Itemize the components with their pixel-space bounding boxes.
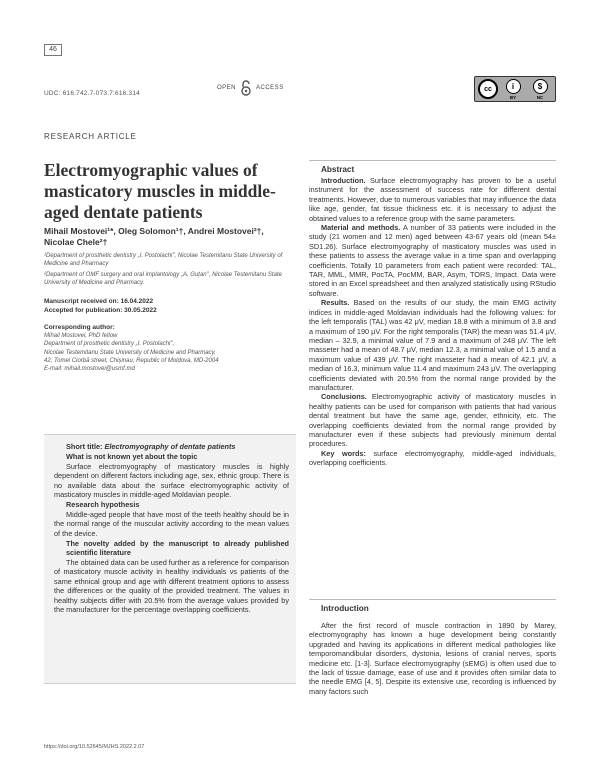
corresponding-line: Nicolae Testemitanu State University of Medicine and Pharmacy, — [44, 349, 216, 356]
corresponding-line: Department of prosthetic dentistry „I. Postolachi", — [44, 341, 175, 348]
corresponding-email[interactable]: E-mail: mihail.mostovei@usmf.md — [44, 366, 135, 373]
corresponding-heading: Corresponding author: — [44, 324, 115, 331]
introduction-heading: Introduction — [321, 604, 369, 613]
abstract-section — [309, 160, 556, 468]
abstract-conclusions-label: Conclusions. — [321, 392, 367, 402]
abstract-results-text: Based on the results of our study, the main EMG activity indices in middle-aged Moldavian individuals had the following values: for the left temporalis (TAL) was 42 μV, median 18.8 with a minimum of 3.8 and a maximum of 190 μV. For the right temporalis (TAR) the mean was 51.4 μV, median – 32.9, a minimal value of 7.9 and a maximum of 248 μV. The left masseter had a mean of 48.7 μV, median 12.3, a minimal value of 1.5 and a maximum value of 439 μV. The right masseter had a mean of 42.1 μV, a median of 16.3, minimum value 11.4 and maximum 243 μV. The overlapping coefficients deviated with 20.5% from the normal range provided by the manufacturer. — [309, 298, 557, 392]
page-number: 46 — [44, 44, 62, 56]
short-title-value: Electromyography of dentate patients — [104, 442, 236, 451]
doi-link[interactable]: https://doi.org/10.52645/MJHS.2022.2.07 — [44, 744, 145, 750]
author-list: Mihail Mostovei¹*, Oleg Solomon¹†, Andrei Mostovei²†, Nicolae Chele²† — [44, 226, 264, 247]
abstract-methods-text: A number of 33 patients were included in the study (21 women and 12 men) aged between 43-67 years old (mean 54± SD1.26). Surface electromyography of masticatory muscles was used in these patients to assess the average value in a time span and overlapping coefficients. Totally 10 parameters from each patient were recorded: TAL, TAR, MML, MMR, PocTA, PocMM, BAR, Asym, TORS, Impact. Data were stored in an Excel spreadsheet and then analyzed statistically using RStudio software. — [309, 223, 556, 298]
cc-license-badge[interactable] — [474, 76, 556, 102]
noncommercial-icon: $ — [533, 79, 548, 94]
udc-code: UDC: 616.742.7-073.7:616.314 — [44, 90, 140, 97]
introduction-text: After the first record of muscle contraction in 1890 by Marey, electromyography has known a huge development being constantly upgraded and having its applications in different medical pathologies like temporomandibular disorders, dystonia, lesions of cranial nerves, sports medicine etc. [1-3]. Surface electromyography (sEMG) is often used due to the lack of tissue damage, ease of use and it provides often similar data to the needle EMG [4, 5]. Despite its extensive use, recording is influenced by many factors such — [309, 621, 556, 696]
abstract-introduction-text: Surface electromyography has proven to be a useful instrument for the assessment of success rate for different dental treatments. However, due to numerous variables that may influence the data like age, gender, fat tissue thickness etc. it is necessary to adjust the obtained values to a reference group with the same parameters. — [309, 176, 556, 223]
open-access-left-label: OPEN — [217, 85, 237, 91]
summary-box — [44, 434, 296, 684]
abstract-results — [309, 298, 556, 392]
open-access-right-label: ACCESS — [256, 85, 284, 91]
short-title-label: Short title: — [66, 442, 103, 451]
introduction-top-rule — [309, 599, 556, 600]
article-title: Electromyographic values of masticatory muscles in middle-aged dentate patients — [44, 160, 276, 222]
known-heading: What is not known yet about the topic — [66, 452, 198, 462]
abstract-conclusions — [309, 392, 556, 448]
hypothesis-heading: Research hypothesis — [66, 500, 140, 510]
accepted-date: Accepted for publication: 30.05.2022 — [44, 307, 157, 314]
license-nc-label: NC — [536, 94, 544, 100]
attribution-icon: i — [506, 79, 521, 94]
abstract-keywords — [309, 449, 556, 468]
open-access-badge — [217, 80, 284, 96]
introduction-section — [309, 599, 556, 696]
novelty-heading: The novelty added by the manuscript to already published scientific literature — [66, 539, 289, 558]
abstract-methods — [309, 223, 556, 298]
corresponding-line: 42, Tomei Ciorbă street, Chișinau, Republic of Moldova, MD-2004 — [44, 357, 219, 364]
manuscript-dates — [44, 297, 157, 315]
novelty-text: The obtained data can be used further as a reference for comparison of masticatory muscle activity in healthy individuals vs patients of the same ethnical group and age with different treatment options to assess the differences or the quality of the provided treatment. The values in healthy subjects differ with 20.5% from the average values provided by the manufacturer for the percentage overlapping coefficients. — [54, 557, 289, 614]
abstract-introduction — [309, 176, 556, 223]
abstract-top-rule — [309, 160, 556, 161]
received-date: Manuscript received on: 16.04.2022 — [44, 298, 154, 305]
abstract-heading: Abstract — [321, 165, 355, 174]
abstract-results-label: Results. — [321, 298, 350, 308]
abstract-conclusions-text: Electromyographic activity of masticatory muscles in healthy patients can be used for comparison with patients that had various dental treatment but have the same age, gender, ethnicity, etc. The overlapping coefficients deviated from the normal range provided by manufacturer even if these subjects had previously minimum dental procedures. — [309, 392, 556, 449]
known-text: Surface electromyography of masticatory muscles is highly dependent on different factors including age, sex, ethnic group. There is no available data about the surface electromyographic activity of masticatory muscles in middle-aged Moldavian people. — [54, 461, 289, 500]
short-title — [66, 442, 289, 451]
affiliation-2: ²Department of OMF surgery and oral implantology „A. Guțan", Nicolae Testemitanu State University of Medicine and Pharmacy. — [44, 272, 282, 287]
hypothesis-text: Middle-aged people that have most of the teeth healthy should be in the normal range of the muscular activity according to the mean values of the device. — [54, 509, 289, 538]
open-access-lock-icon — [240, 80, 252, 96]
section-label: RESEARCH ARTICLE — [44, 132, 137, 141]
license-by-label: BY — [509, 94, 517, 100]
cc-icon: cc — [478, 79, 498, 99]
affiliation-1: ¹Department of prosthetic dentistry „I. Postolachi", Nicolae Testemitanu State University of Medicine and Pharmacy — [44, 253, 283, 268]
corresponding-author — [44, 324, 294, 373]
abstract-introduction-label: Introduction. — [321, 176, 366, 185]
abstract-keywords-label: Key words: — [321, 448, 366, 458]
corresponding-line: Mihail Mostovei, PhD fellow — [44, 333, 118, 340]
abstract-keywords-text: surface electromyography, middle-aged individuals, overlapping coefficients. — [309, 448, 556, 468]
abstract-methods-label: Material and methods. — [321, 223, 401, 233]
